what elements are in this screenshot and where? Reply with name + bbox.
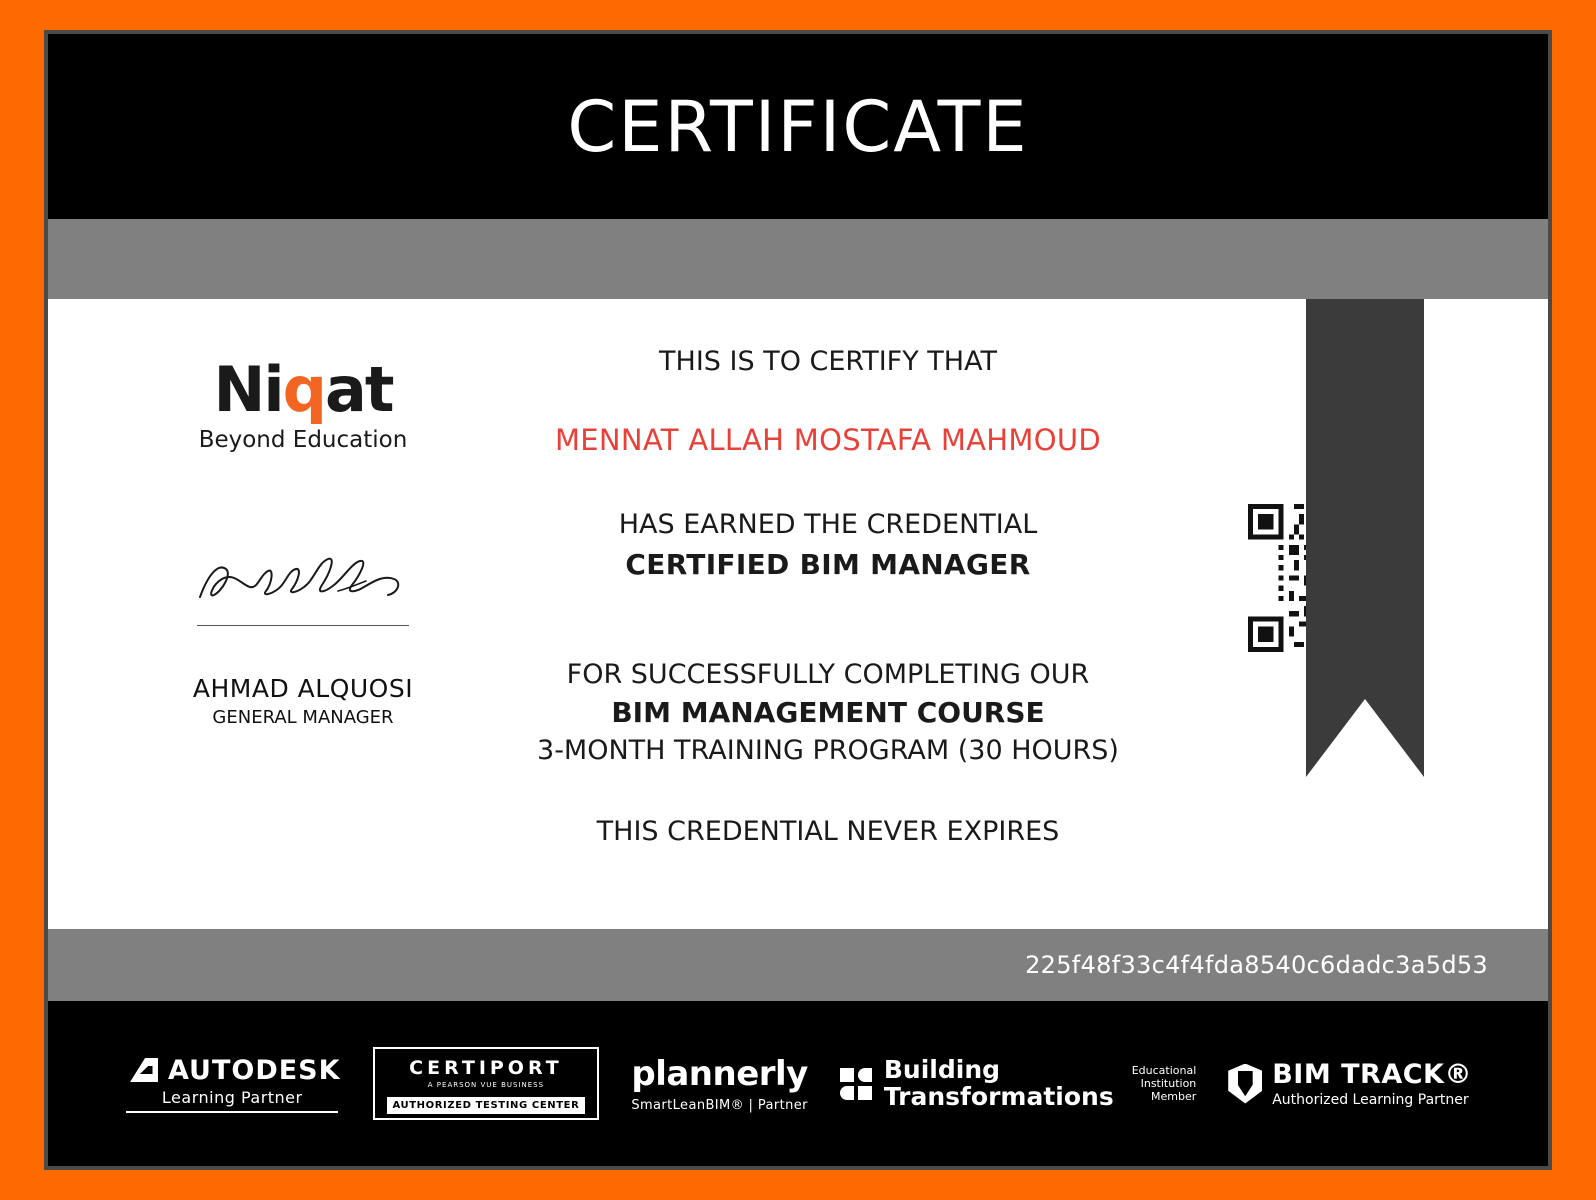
credential-name: CERTIFIED BIM MANAGER [625,547,1031,581]
partner-plannerly [631,1054,808,1113]
completion-line: FOR SUCCESSFULLY COMPLETING OUR [566,658,1090,690]
intro-line: THIS IS TO CERTIFY THAT [659,346,997,377]
niqat-logo-part2: q [282,353,326,426]
autodesk-sub: Learning Partner [161,1087,303,1107]
signature-image [138,535,468,615]
building-transformations-icon [840,1068,872,1100]
certiport-sub: A PEARSON VUE BUSINESS [427,1081,545,1089]
page-title: CERTIFICATE [567,85,1029,168]
certificate-body [48,299,1548,929]
building-name-line1: Building [883,1055,1001,1085]
serial-band [48,929,1548,1001]
niqat-logo [138,353,468,426]
certiport-name: CERTIPORT [409,1057,563,1079]
autodesk-rule [126,1111,338,1113]
partner-logos [48,1001,1548,1166]
partner-certiport [373,1047,600,1120]
bimtrack-icon [1228,1064,1262,1104]
certificate-header [48,34,1548,219]
autodesk-icon [124,1058,158,1082]
divider-band-top [48,219,1548,299]
ribbon-decoration [1306,299,1424,777]
building-badge-line1: Educational [1131,1063,1197,1077]
bimtrack-sub: Authorized Learning Partner [1272,1092,1469,1108]
niqat-logo-part1: Ni [213,353,283,426]
bimtrack-name: BIM TRACK® [1272,1059,1472,1090]
signer-role: GENERAL MANAGER [212,707,394,728]
recipient-name: MENNAT ALLAH MOSTAFA MAHMOUD [554,422,1102,457]
certificate-inner [48,34,1548,1166]
program-detail: 3-MONTH TRAINING PROGRAM (30 HOURS) [537,734,1119,766]
expiry-line: THIS CREDENTIAL NEVER EXPIRES [596,815,1060,847]
autodesk-name: AUTODESK [167,1054,341,1086]
building-name-line2: Transformations [883,1081,1114,1111]
certificate-serial: 225f48f33c4f4fda8540c6dadc3a5d53 [1025,951,1488,979]
plannerly-name: plannerly [631,1054,808,1094]
niqat-logo-part3: at [325,353,393,426]
certificate-text-column [478,343,1178,847]
signer-name: AHMAD ALQUOSI [192,674,414,703]
niqat-tagline: Beyond Education [198,427,408,453]
building-badge-line3: Member [1151,1090,1197,1104]
partner-bimtrack [1228,1059,1472,1108]
certiport-strip: AUTHORIZED TESTING CENTER [387,1097,586,1114]
signature-line [197,625,409,626]
issuer-column [138,353,468,728]
partner-building-transformations [840,1057,1196,1110]
course-name: BIM MANAGEMENT COURSE [611,695,1045,729]
partner-autodesk [124,1055,341,1113]
certificate-frame [44,30,1552,1170]
building-badge-line2: Institution [1140,1076,1197,1090]
plannerly-sub: SmartLeanBIM® | Partner [631,1098,808,1113]
credential-label: HAS EARNED THE CREDENTIAL [618,508,1038,540]
